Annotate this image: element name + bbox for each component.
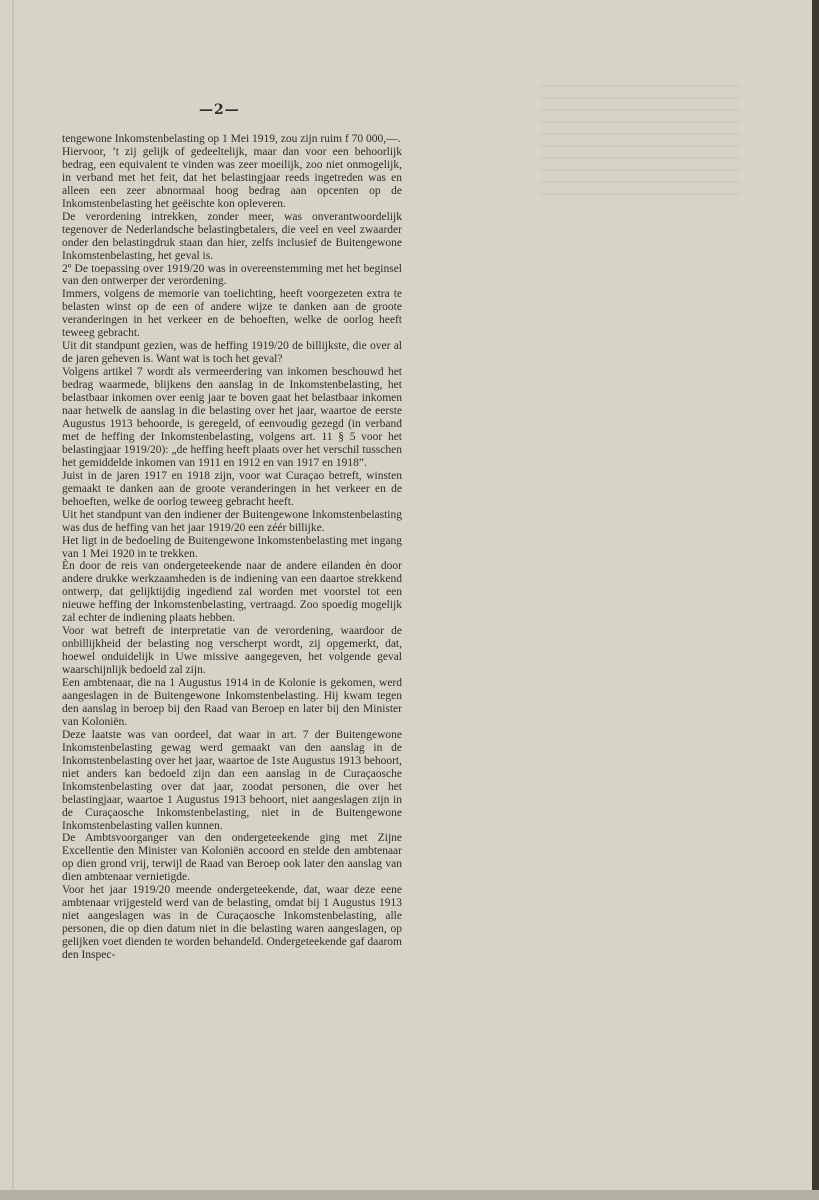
paragraph: Èn door de reis van ondergeteekende naar de andere eilanden èn door andere drukke werkzaamheden is de indiening van een daartoe strekkend ontwerp, dat gelijktijdig ingediend zal worden met voorstel tot een nieuwe heffing der Inkomstenbelasting, vertraagd. Zoo spoedig mogelijk zal echter de indiening plaats hebben.	[62, 560, 402, 625]
paragraph: 2º De toepassing over 1919/20 was in overeenstemming met het beginsel van den ontwerper der verordening.	[62, 262, 402, 288]
paragraph: Voor het jaar 1919/20 meende ondergeteekende, dat, waar deze eene ambtenaar vrijgesteld werd van de belasting, omdat bij 1 Augustus 1913 niet aangeslagen was in de Curaçaosche Inkomstenbelasting, alle personen, die op dien datum niet in die belasting waren aangeslagen, op gelijken voet dienden te worden behandeld. Ondergeteekende gaf daarom den Inspec-	[62, 884, 402, 962]
paragraph: De Ambtsvoorganger van den ondergeteekende ging met Zijne Excellentie den Minister van Koloniën accoord en stelde den ambtenaar op dien grond vrij, terwijl de Raad van Beroep ook later den aanslag van dien ambtenaar vernietigde.	[62, 832, 402, 884]
paragraph: Het ligt in de bedoeling de Buitengewone Inkomstenbelasting met ingang van 1 Mei 1920 in te trekken.	[62, 534, 402, 560]
page-number: —2—	[199, 102, 240, 118]
paragraph: Volgens artikel 7 wordt als vermeerdering van inkomen beschouwd het bedrag waarmede, blijkens den aanslag in de Inkomstenbelasting, het belastbaar inkomen over eenig jaar te boven gaat het belastbaar inkomen naar hetwelk de aanslag in die belasting over het jaar, waartoe de eerste Augustus 1913 behoorde, is geregeld, of eenvoudig gezegd (in verband met de heffing der Inkomstenbelasting, volgens art. 11 § 5 voor het belastingjaar 1919/20): „de heffing heeft plaats over het verschil tusschen het gemiddelde inkomen van 1911 en 1912 en van 1917 en 1918”.	[62, 366, 402, 469]
paragraph: Hiervoor, ’t zij gelijk of gedeeltelijk, maar dan voor een behoorlijk bedrag, een equivalent te vinden was zeer moeilijk, zoo niet onmogelijk, in verband met het feit, dat het belastingjaar reeds ingetreden was en alleen een zeer abnormaal hoog bedrag aan opcenten op de Inkomstenbelasting het geëischte kon opleveren.	[62, 145, 402, 210]
paragraph: Deze laatste was van oordeel, dat waar in art. 7 der Buitengewone Inkomstenbelasting gewag werd gemaakt van den aanslag in de Inkomstenbelasting over het jaar, waartoe de 1ste Augustus 1913 behoort, niet anders kan bedoeld zijn dan een aanslag in de Curaçaosche Inkomstenbelasting over dat jaar, zoodat personen, die over het belastingjaar, waartoe 1 Augustus 1913 behoort, niet aangeslagen zijn in de Curaçaosche Inkomstenbelasting, niet in de Buitengewone Inkomstenbelasting vallen kunnen.	[62, 728, 402, 832]
paragraph: Juist in de jaren 1917 en 1918 zijn, voor wat Curaçao betreft, winsten gemaakt te danken aan de groote veranderingen in het verkeer en de behoeften, welke de oorlog teweeg gebracht heeft.	[62, 469, 402, 508]
scan-edge-bottom	[0, 1190, 819, 1200]
paragraph: Immers, volgens de memorie van toelichting, heeft voorgezeten extra te belasten winst op de een of andere wijze te danken aan de groote veranderingen in het verkeer en de behoeften, welke de oorlog heeft teweeg gebracht.	[62, 288, 402, 340]
paragraph: Uit dit standpunt gezien, was de heffing 1919/20 de billijkste, die over al de jaren geheven is. Want wat is toch het geval?	[62, 340, 402, 366]
paragraph: tengewone Inkomstenbelasting op 1 Mei 1919, zou zijn ruim f 70 000,—.	[62, 133, 401, 145]
scan-edge-right	[812, 0, 819, 1200]
paragraph: Een ambtenaar, die na 1 Augustus 1914 in de Kolonie is gekomen, werd aangeslagen in de Buitengewone Inkomstenbelasting. Hij kwam tegen den aanslag in beroep bij den Raad van Beroep en later bij den Minister van Koloniën.	[62, 677, 402, 728]
bleed-through	[540, 85, 740, 205]
paragraph: De verordening intrekken, zonder meer, was onverantwoordelijk tegenover de Nederlandsche belastingbetalers, die veel en veel zwaarder onder den belastingdruk staan dan hier, zelfs inclusief de Buitengewone Inkomstenbelasting, het geval is.	[62, 210, 402, 262]
paragraph: Uit het standpunt van den indiener der Buitengewone Inkomstenbelasting was dus de heffing van het jaar 1919/20 een zéér billijke.	[62, 508, 402, 534]
body-text	[62, 133, 402, 962]
page-crease	[12, 0, 14, 1190]
paragraph: Voor wat betreft de interpretatie van de verordening, waardoor de onbillijkheid der belasting nog verscherpt wordt, zij opgemerkt, dat, hoewel onduidelijk in Uwe missive aangegeven, het volgende geval waarschijnlijk bedoeld zal zijn.	[62, 625, 402, 677]
